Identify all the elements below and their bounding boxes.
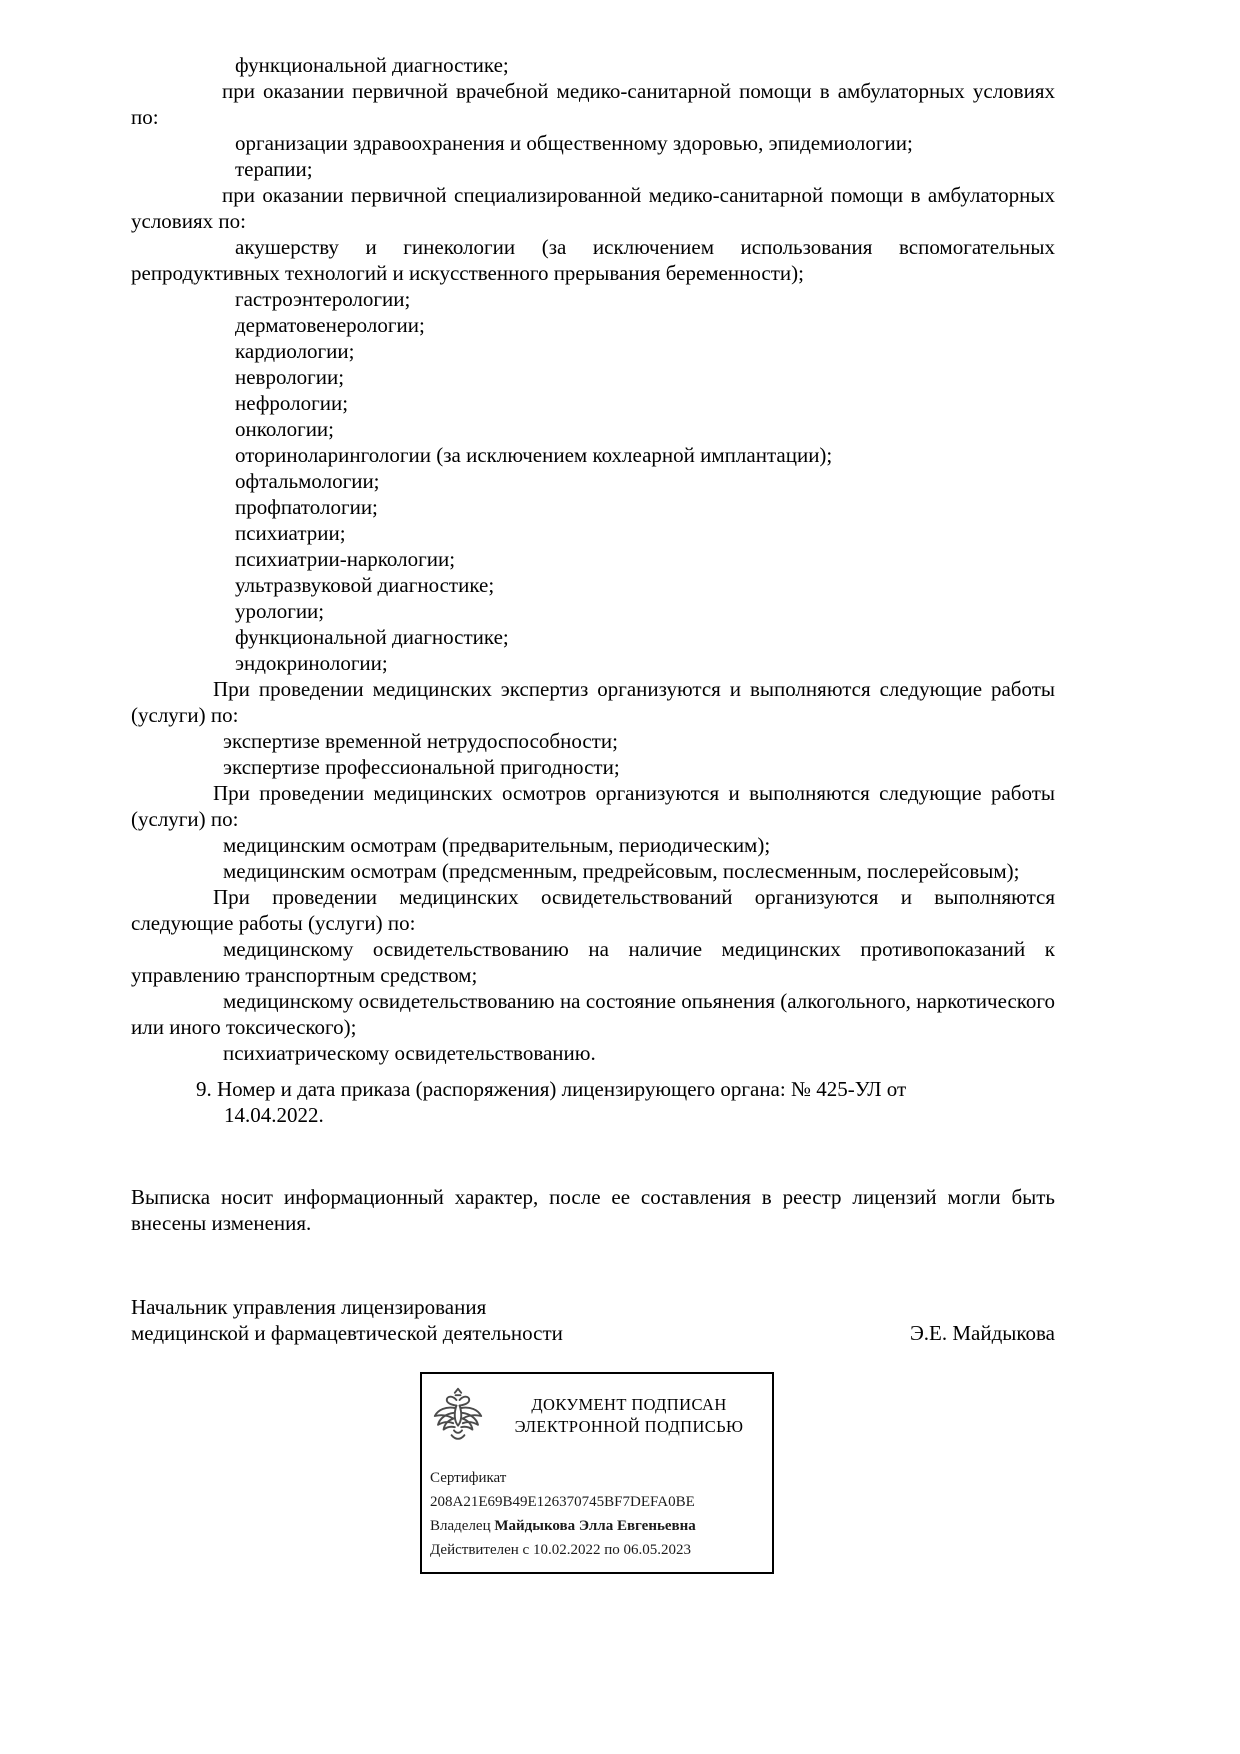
disclaimer-note: Выписка носит информационный характер, после ее составления в реестр лицензий могли быть внесены изменения.	[131, 1185, 1055, 1235]
stamp-title-line1: ДОКУМЕНТ ПОДПИСАН	[531, 1395, 727, 1414]
order-number-line2: 14.04.2022.	[224, 1103, 324, 1127]
paragraph: психиатрии;	[235, 521, 346, 545]
paragraph: кардиологии;	[235, 339, 355, 363]
certificate-line: Сертификат 208A21E69B49E126370745BF7DEFA0BE	[430, 1470, 695, 1510]
paragraph: профпатологии;	[235, 495, 378, 519]
stamp-info	[430, 1466, 764, 1562]
owner-label: Владелец	[430, 1518, 491, 1534]
paragraph: офтальмологии;	[235, 469, 380, 493]
order-number-item	[131, 1076, 1055, 1128]
paragraph: дерматовенерологии;	[235, 313, 425, 337]
order-number-line1: 9. Номер и дата приказа (распоряжения) лицензирующего органа: № 425-УЛ от	[196, 1077, 907, 1101]
paragraph: экспертизе временной нетрудоспособности;	[223, 729, 618, 753]
validity-line: Действителен с 10.02.2022 по 06.05.2023	[430, 1542, 691, 1558]
paragraph: медицинским осмотрам (предсменным, предрейсовым, послесменным, послерейсовым);	[223, 859, 1020, 883]
paragraph: нефрологии;	[235, 391, 349, 415]
paragraph: эндокринологии;	[235, 651, 388, 675]
paragraph: При проведении медицинских осмотров организуются и выполняются следующие работы (услуги) по:	[131, 781, 1055, 831]
paragraph: гастроэнтерологии;	[235, 287, 411, 311]
paragraph: психиатрическому освидетельствованию.	[223, 1041, 596, 1065]
signatory-title-line1: Начальник управления лицензирования	[131, 1295, 487, 1319]
paragraph: медицинскому освидетельствованию на наличие медицинских противопоказаний к управлению транспортным средством;	[131, 937, 1055, 987]
body-paragraphs	[131, 52, 1055, 1066]
paragraph: функциональной диагностике;	[235, 53, 509, 77]
paragraph: функциональной диагностике;	[235, 625, 509, 649]
stamp-title-line2: ЭЛЕКТРОННОЙ ПОДПИСЬЮ	[514, 1417, 744, 1436]
paragraph: онкологии;	[235, 417, 335, 441]
owner-line	[430, 1514, 764, 1538]
paragraph: экспертизе профессиональной пригодности;	[223, 755, 620, 779]
paragraph: неврологии;	[235, 365, 345, 389]
paragraph: При проведении медицинских освидетельствований организуются и выполняются следующие работы (услуги) по:	[131, 885, 1055, 935]
paragraph: психиатрии-наркологии;	[235, 547, 456, 571]
paragraph: акушерству и гинекологии (за исключением использования вспомогательных репродуктивных технологий и искусственного прерывания беременности);	[131, 235, 1055, 285]
paragraph: медицинским осмотрам (предварительным, периодическим);	[223, 833, 771, 857]
paragraph: оториноларингологии (за исключением кохлеарной имплантации);	[235, 443, 833, 467]
signature-stamp	[420, 1372, 774, 1574]
stamp-header	[430, 1386, 764, 1446]
signatory-name: Э.Е. Майдыкова	[909, 1321, 1055, 1345]
paragraph: терапии;	[235, 157, 313, 181]
paragraph: медицинскому освидетельствованию на состояние опьянения (алкогольного, наркотического или иного токсического);	[131, 989, 1055, 1039]
paragraph: При проведении медицинских экспертиз организуются и выполняются следующие работы (услуги) по:	[131, 677, 1055, 727]
signature-block	[131, 1294, 1055, 1346]
paragraph: при оказании первичной врачебной медико-санитарной помощи в амбулаторных условиях по:	[131, 79, 1055, 129]
double-headed-eagle-icon	[430, 1386, 486, 1446]
paragraph: урологии;	[235, 599, 325, 623]
paragraph: ультразвуковой диагностике;	[235, 573, 495, 597]
paragraph: организации здравоохранения и общественному здоровью, эпидемиологии;	[235, 131, 913, 155]
signatory-title-line2: медицинской и фармацевтической деятельности	[131, 1321, 563, 1345]
stamp-title	[494, 1394, 764, 1438]
owner-name: Майдыкова Элла Евгеньевна	[494, 1518, 696, 1534]
paragraph: при оказании первичной специализированной медико-санитарной помощи в амбулаторных условиях по:	[131, 183, 1055, 233]
